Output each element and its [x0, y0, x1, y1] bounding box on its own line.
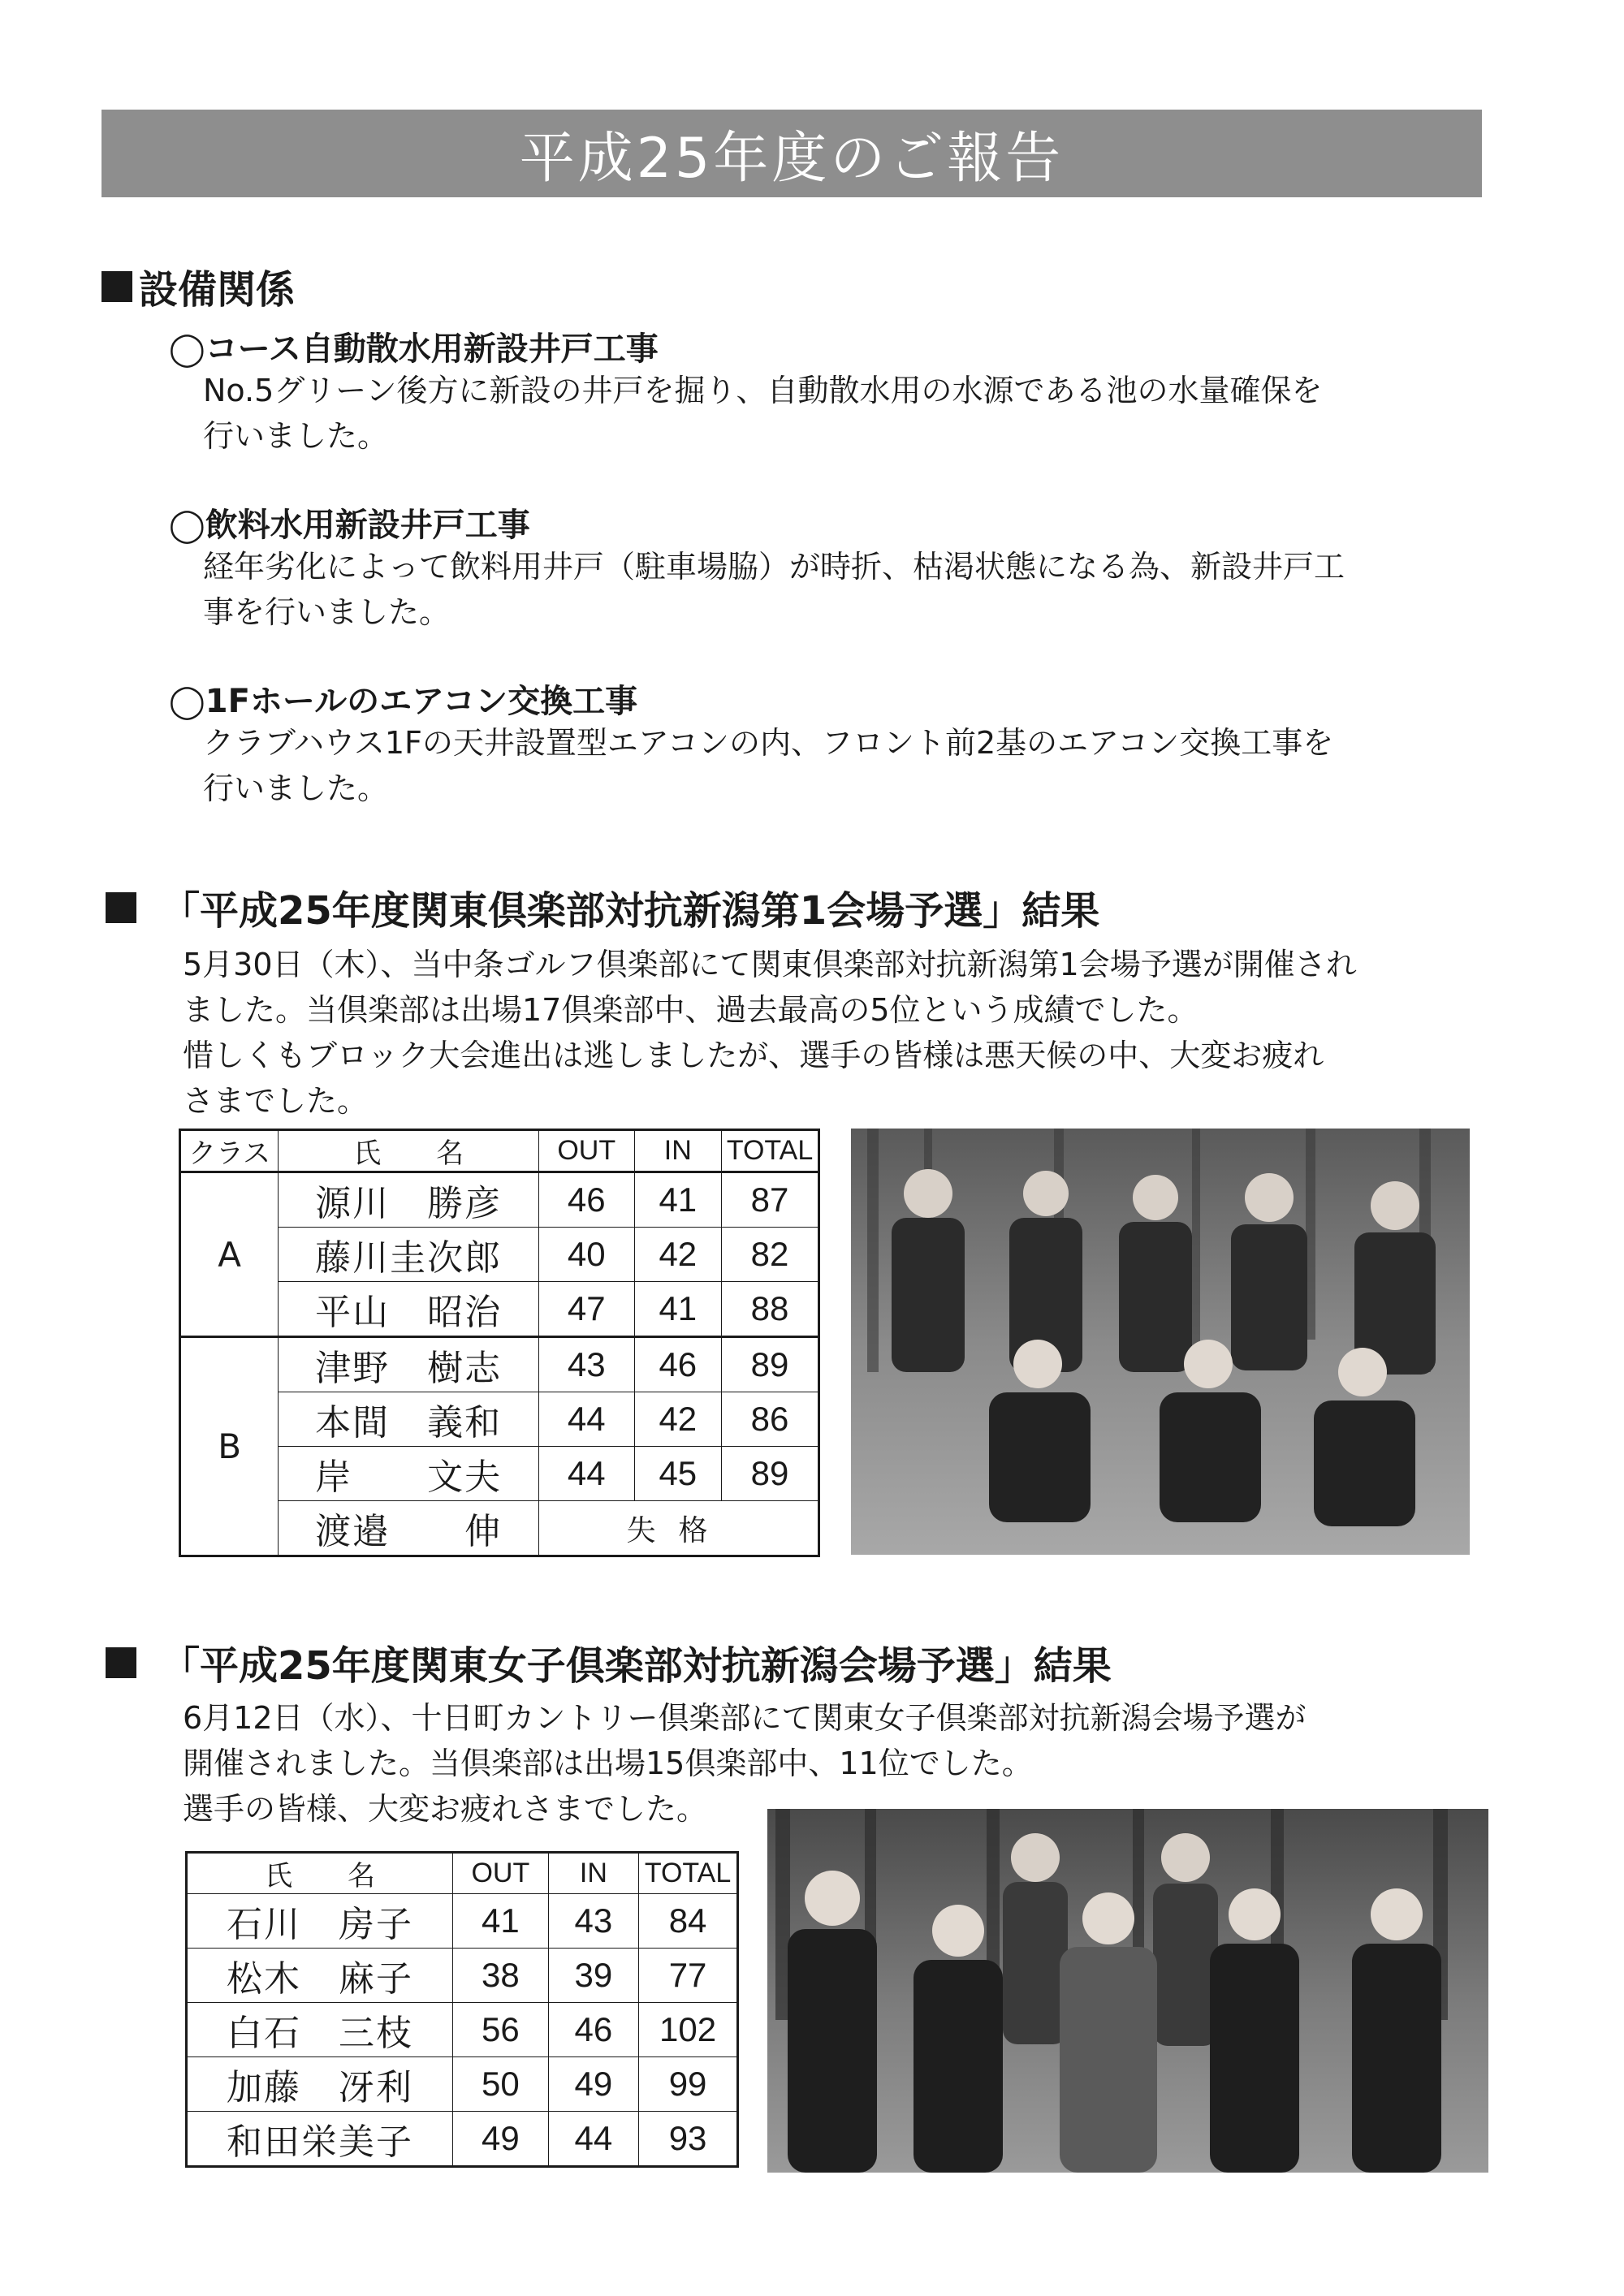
table-header-row [187, 1853, 738, 1894]
equipment-item-title: ◯1Fホールのエアコン交換工事 [169, 683, 638, 720]
header-in: IN [548, 1853, 638, 1894]
out-score: 49 [453, 2112, 549, 2167]
table-row [187, 2003, 738, 2057]
header-total: TOTAL [722, 1130, 819, 1172]
in-score: 42 [634, 1392, 722, 1447]
table-row [187, 2112, 738, 2167]
kanto-women-body: 6月12日（水）、十日町カントリー倶楽部にて関東女子倶楽部対抗新潟会場予選が 開催されました。当倶楽部は出場15倶楽部中、11位でした。 選手の皆様、大変お疲れさまでした。 [183, 1700, 1307, 1827]
in-score: 49 [548, 2057, 638, 2112]
total-score: 89 [722, 1337, 819, 1392]
out-score: 40 [538, 1228, 634, 1282]
in-score: 39 [548, 1949, 638, 2003]
total-score: 88 [722, 1282, 819, 1337]
player-name: 松木 麻子 [187, 1949, 453, 2003]
in-score: 41 [634, 1282, 722, 1337]
kanto-women-heading [106, 1634, 1112, 1690]
total-score: 84 [639, 1894, 738, 1949]
player-name: 津野 樹志 [279, 1337, 539, 1392]
kneeling-people [989, 1340, 1415, 1526]
total-score: 87 [722, 1172, 819, 1228]
player-name: 石川 房子 [187, 1894, 453, 1949]
total-score: 93 [639, 2112, 738, 2167]
player-name: 渡邉 伸 [279, 1501, 539, 1556]
total-score: 102 [639, 2003, 738, 2057]
equipment-heading-text: 設備関係 [139, 267, 296, 313]
player-name: 本間 義和 [279, 1392, 539, 1447]
header-total: TOTAL [639, 1853, 738, 1894]
equipment-item-body: クラブハウス1Fの天井設置型エアコンの内、フロント前2基のエアコン交換工事を 行いました。 [203, 725, 1334, 806]
out-score: 50 [453, 2057, 549, 2112]
page-title: 平成25年度のご報告 [102, 110, 1482, 197]
header-out: OUT [538, 1130, 634, 1172]
in-score: 41 [634, 1172, 722, 1228]
in-score: 44 [548, 2112, 638, 2167]
square-bullet-icon [106, 1647, 136, 1678]
kanto-club-heading-text: 「平成25年度関東倶楽部対抗新潟第1会場予選」結果 [161, 888, 1100, 934]
out-score: 47 [538, 1282, 634, 1337]
kanto-women-heading-text: 「平成25年度関東女子倶楽部対抗新潟会場予選」結果 [161, 1643, 1112, 1689]
player-name: 岸 文夫 [279, 1447, 539, 1501]
out-score: 41 [453, 1894, 549, 1949]
womens-team-photo [767, 1809, 1488, 2173]
equipment-item-title: ◯飲料水用新設井戸工事 [169, 507, 530, 544]
header-out: OUT [453, 1853, 549, 1894]
in-score: 43 [548, 1894, 638, 1949]
header-name: 氏 名 [279, 1130, 539, 1172]
out-score: 43 [538, 1337, 634, 1392]
in-score: 42 [634, 1228, 722, 1282]
in-score: 46 [548, 2003, 638, 2057]
out-score: 46 [538, 1172, 634, 1228]
equipment-heading [102, 258, 295, 314]
mens-team-photo [851, 1129, 1470, 1555]
header-name: 氏 名 [187, 1853, 453, 1894]
table-row [180, 1172, 819, 1228]
table-row [187, 2057, 738, 2112]
kanto-women-results-table [185, 1851, 739, 2168]
player-name: 和田栄美子 [187, 2112, 453, 2167]
disqualified-note: 失格 [538, 1501, 818, 1556]
table-row [180, 1337, 819, 1392]
player-name: 白石 三枝 [187, 2003, 453, 2057]
player-name: 平山 昭治 [279, 1282, 539, 1337]
class-cell: A [180, 1172, 279, 1337]
total-score: 77 [639, 1949, 738, 2003]
out-score: 44 [538, 1392, 634, 1447]
equipment-item-title: ◯コース自動散水用新設井戸工事 [169, 330, 659, 368]
out-score: 38 [453, 1949, 549, 2003]
player-name: 源川 勝彦 [279, 1172, 539, 1228]
total-score: 89 [722, 1447, 819, 1501]
header-in: IN [634, 1130, 722, 1172]
player-name: 加藤 冴利 [187, 2057, 453, 2112]
table-row [187, 1894, 738, 1949]
table-row [187, 1949, 738, 2003]
total-score: 99 [639, 2057, 738, 2112]
total-score: 86 [722, 1392, 819, 1447]
square-bullet-icon [102, 271, 132, 302]
class-cell: B [180, 1337, 279, 1556]
in-score: 46 [634, 1337, 722, 1392]
kanto-club-body: 5月30日（木）、当中条ゴルフ倶楽部にて関東倶楽部対抗新潟第1会場予選が開催され ました。当倶楽部は出場17倶楽部中、過去最高の5位という成績でした。 惜しくもブロック大会進出は逃しましたが、選手の皆様は悪天候の中、大変お疲れ さまでした。 [183, 947, 1357, 1119]
equipment-item-body: 経年劣化によって飲料用井戸（駐車場脇）が時折、枯渇状態になる為、新設井戸工 事を行いました。 [203, 549, 1345, 630]
header-class: クラス [180, 1130, 279, 1172]
total-score: 82 [722, 1228, 819, 1282]
out-score: 56 [453, 2003, 549, 2057]
out-score: 44 [538, 1447, 634, 1501]
kanto-club-results-table [179, 1129, 820, 1557]
table-header-row [180, 1130, 819, 1172]
equipment-item-body: No.5グリーン後方に新設の井戸を掘り、自動散水用の水源である池の水量確保を 行いました。 [203, 373, 1323, 454]
square-bullet-icon [106, 892, 136, 923]
in-score: 45 [634, 1447, 722, 1501]
player-name: 藤川圭次郎 [279, 1228, 539, 1282]
kanto-club-heading [106, 879, 1099, 935]
